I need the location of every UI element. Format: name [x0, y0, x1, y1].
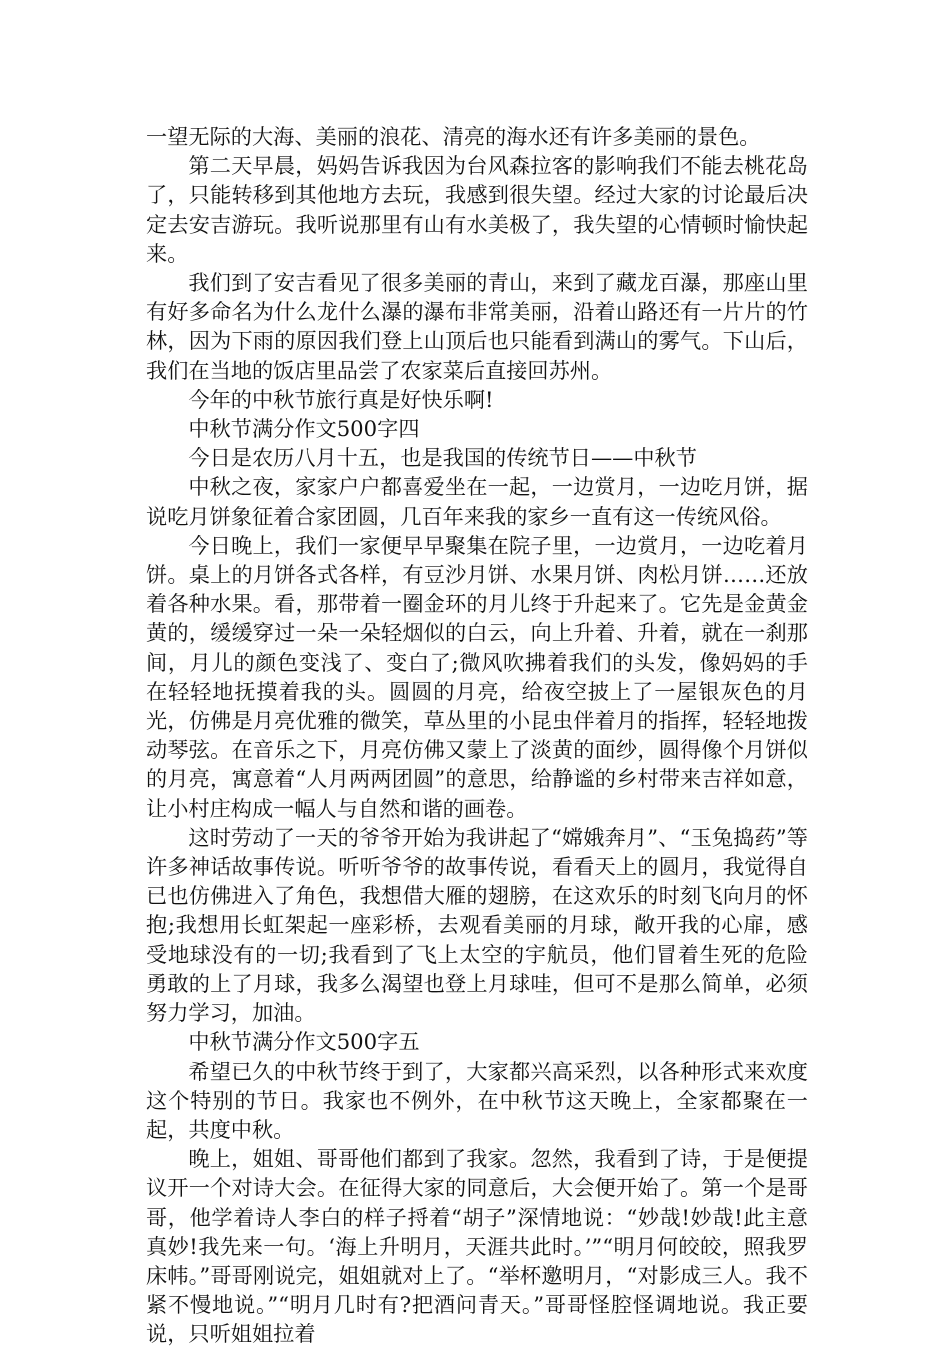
paragraph: 今日是农历八月十五，也是我国的传统节日——中秋节	[188, 445, 697, 471]
paragraph: 中秋之夜，家家户户都喜爱坐在一起，一边赏月，一边吃月饼，据说吃月饼象征着合家团圆，几百年来我的家乡一直有这一传统风俗。	[146, 474, 808, 529]
paragraph: 第二天早晨，妈妈告诉我因为台风森拉客的影响我们不能去桃花岛了，只能转移到其他地方去玩，我感到很失望。经过大家的讨论最后决定去安吉游玩。我听说那里有山有水美极了，我失望的心情顿时愉快起来。	[146, 153, 808, 266]
paragraph: 今年的中秋节旅行真是好快乐啊!	[188, 386, 494, 412]
section-heading: 中秋节满分作文500字四	[188, 416, 420, 442]
paragraph-continued: 一望无际的大海、美丽的浪花、清亮的海水还有许多美丽的景色。	[146, 124, 761, 149]
paragraph: 我们到了安吉看见了很多美丽的青山，来到了藏龙百瀑，那座山里有好多命名为什么龙什么瀑的瀑布非常美丽，沿着山路还有一片片的竹林，因为下雨的原因我们登上山顶后也只能看到满山的雾气。下山后，我们在当地的饭店里品尝了农家菜后直接回苏州。	[146, 270, 808, 383]
section-heading: 中秋节满分作文500字五	[188, 1029, 420, 1055]
paragraph: 今日晚上，我们一家便早早聚集在院子里，一边赏月，一边吃着月饼。桌上的月饼各式各样，有豆沙月饼、水果月饼、肉松月饼……还放着各种水果。看，那带着一圈金环的月儿终于升起来了。它先是金黄金黄的，缓缓穿过一朵一朵轻烟似的白云，向上升着、升着，就在一刹那间，月儿的颜色变浅了、变白了;微风吹拂着我们的头发，像妈妈的手在轻轻地抚摸着我的头。圆圆的月亮，给夜空披上了一屋银灰色的月光，仿佛是月亮优雅的微笑，草丛里的小昆虫伴着月的指挥，轻轻地拨动琴弦。在音乐之下，月亮仿佛又蒙上了淡黄的面纱，圆得像个月饼似的月亮，寓意着“人月两两团圆”的意思，给静谧的乡村带来吉祥如意，让小村庄构成一幅人与自然和谐的画卷。	[146, 532, 808, 821]
paragraph: 希望已久的中秋节终于到了，大家都兴高采烈，以各种形式来欢度这个特别的节日。我家也不例外，在中秋节这天晚上，全家都聚在一起，共度中秋。	[146, 1058, 808, 1142]
document-page	[146, 122, 808, 1349]
paragraph: 晚上，姐姐、哥哥他们都到了我家。忽然，我看到了诗，于是便提议开一个对诗大会。在征得大家的同意后，大会便开始了。第一个是哥哥，他学着诗人李白的样子捋着“胡子”深情地说：“妙哉!妙哉!此主意真妙!我先来一句。‘海上升明月，天涯共此时。’”“明月何皎皎，照我罗床帏。”哥哥刚说完，姐姐就对上了。“举杯邀明月，“对影成三人。我不紧不慢地说。”“明月几时有?把酒问青天。”哥哥怪腔怪调地说。我正要说，只听姐姐拉着	[146, 1146, 808, 1347]
paragraph: 这时劳动了一天的爷爷开始为我讲起了“嫦娥奔月”、“玉兔捣药”等许多神话故事传说。听听爷爷的故事传说，看看天上的圆月，我觉得自已也仿佛进入了角色，我想借大雁的翅膀，在这欢乐的时刻飞向月的怀抱;我想用长虹架起一座彩桥，去观看美丽的月球，敞开我的心扉，感受地球没有的一切;我看到了飞上太空的宇航员，他们冒着生死的危险勇敢的上了月球，我多么渴望也登上月球哇，但可不是那么简单，必须努力学习，加油。	[146, 824, 808, 1026]
